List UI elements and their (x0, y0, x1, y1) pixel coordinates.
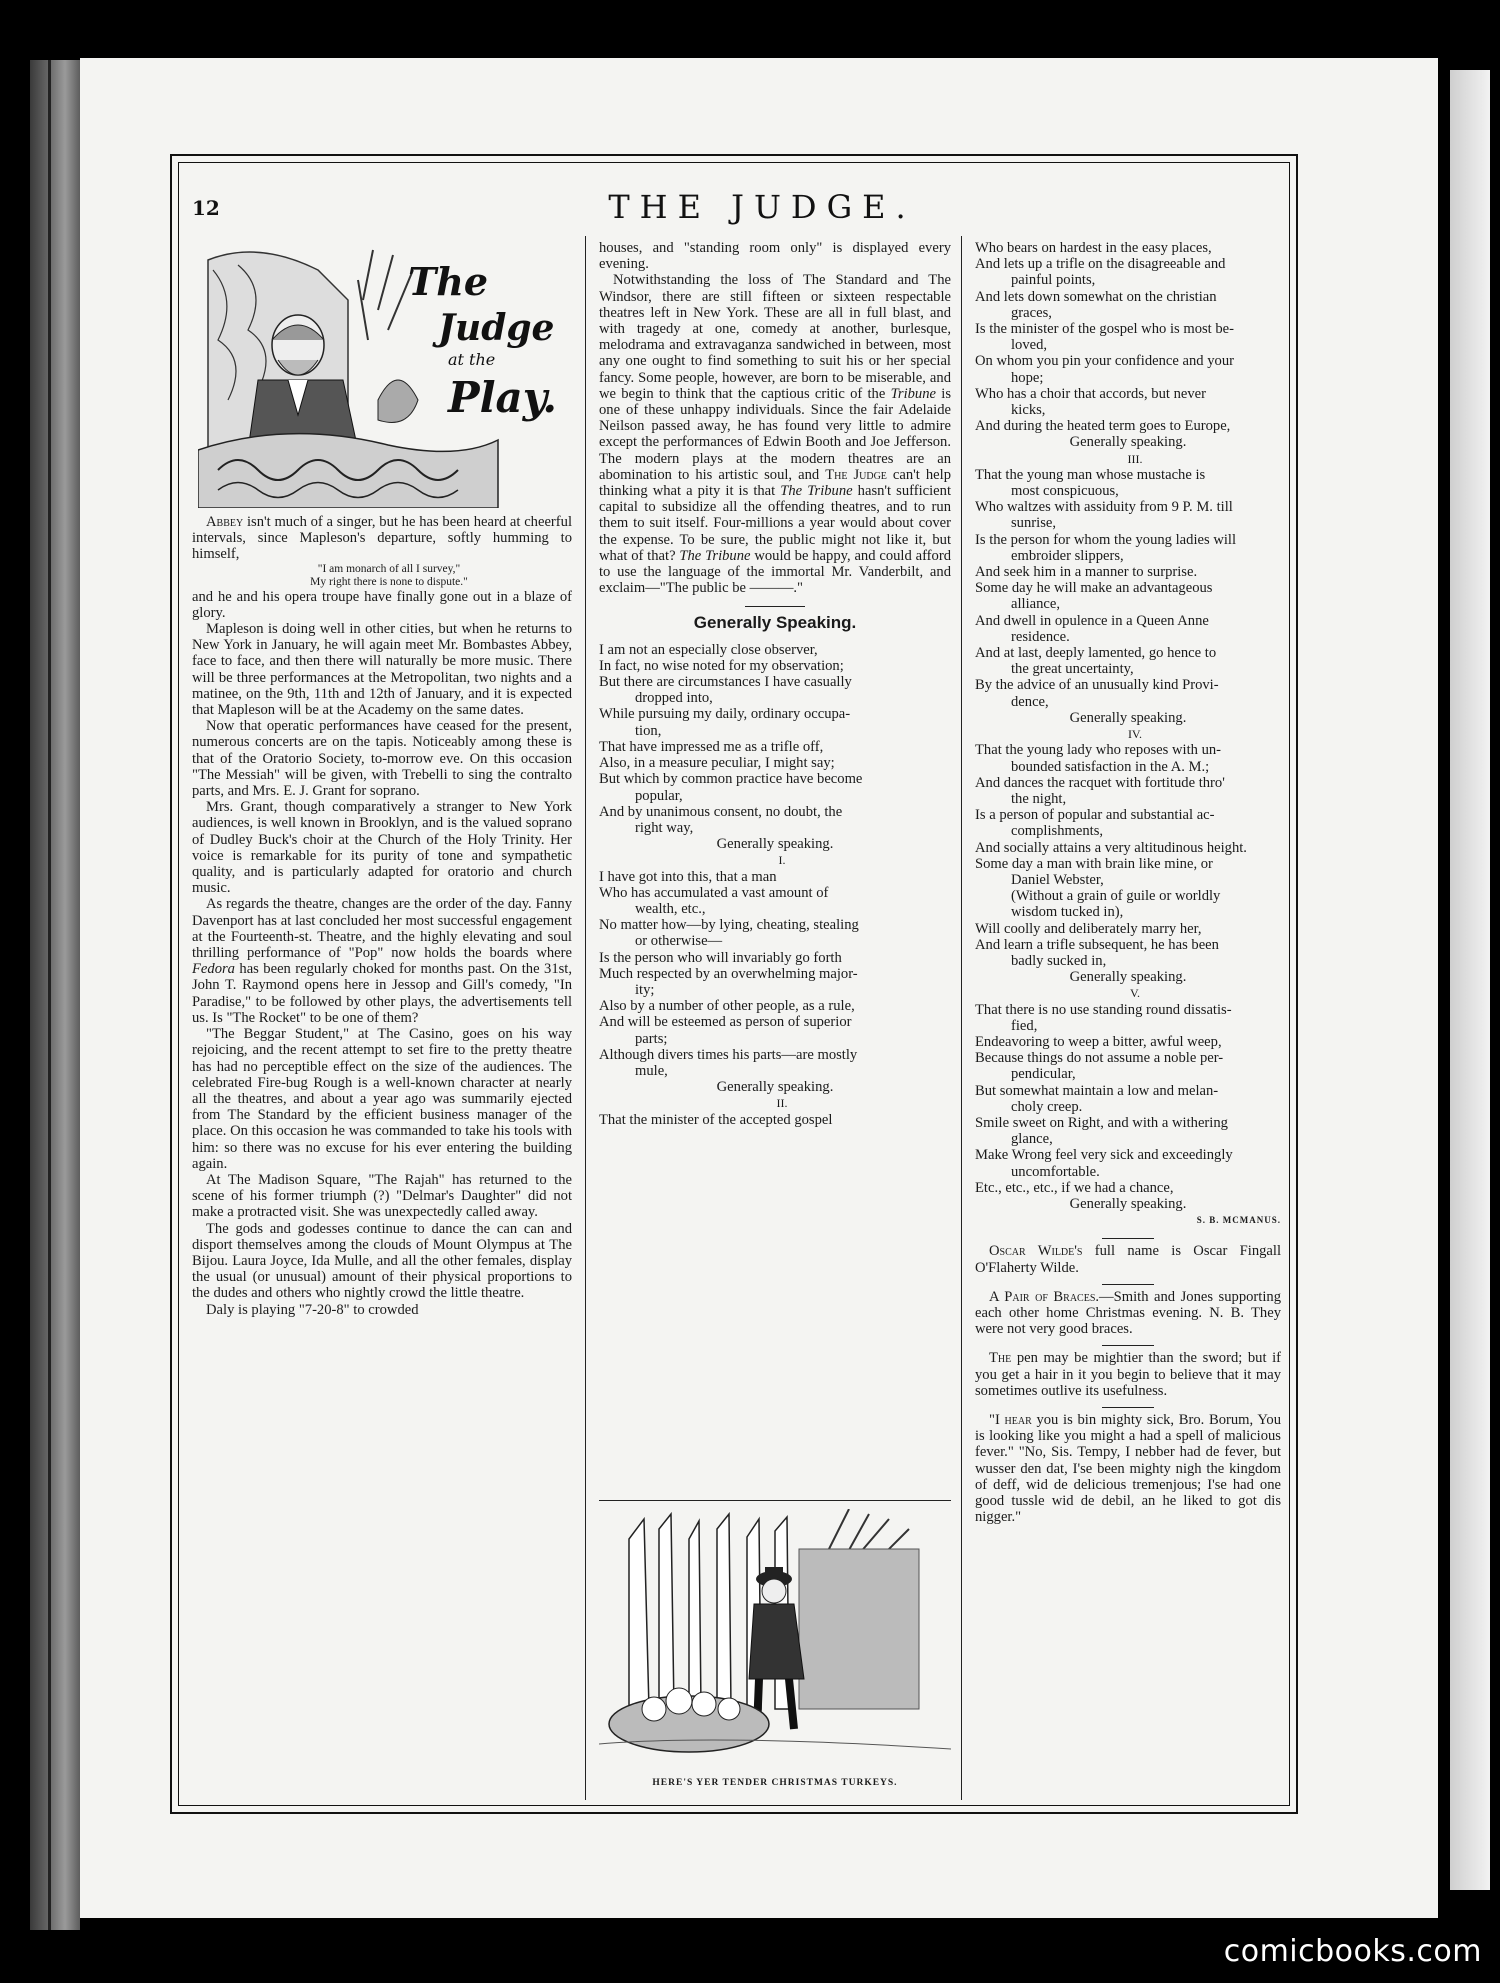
poem-title: Generally Speaking. (693, 613, 857, 633)
poem-line: Some day a man with brain like mine, or (975, 855, 1213, 872)
section-rule (1102, 1407, 1154, 1408)
lead-word: "I hear (989, 1412, 1032, 1429)
section-rule (1102, 1284, 1154, 1285)
poem-line: sunrise, (1011, 515, 1056, 532)
stanza-number: III. (1127, 451, 1143, 466)
poem-line: alliance, (1011, 596, 1061, 613)
page-number: 12 (192, 196, 220, 220)
poem-line: On whom you pin your confidence and your (975, 353, 1234, 370)
poem-refrain: Generally speaking. (1069, 709, 1187, 726)
italic-title: The Tribune (780, 483, 853, 500)
poem-line: And at last, deeply lamented, go hence to (975, 645, 1217, 662)
poem-line: mule, (635, 1062, 668, 1079)
poem-line: And will be esteemed as person of superior (599, 1014, 852, 1031)
text-run: would be happy, and could afford to use the language of the immortal Mr. Vanderbilt, and exclaim—"The public be ———." (599, 547, 951, 597)
quote-line: My right there is none to dispute." (310, 575, 468, 588)
paragraph (192, 896, 572, 1026)
column-2 (599, 240, 951, 1800)
poem-line: popular, (635, 787, 683, 804)
poem-line: kicks, (1011, 402, 1046, 419)
poem-line: Is the person who will invariably go forth (599, 949, 842, 966)
poem-line: Is a person of popular and substantial ac- (975, 807, 1215, 824)
poem-line: painful points, (1011, 272, 1096, 289)
poem-line: uncomfortable. (1011, 1163, 1100, 1180)
poem-line: By the advice of an unusually kind Provi- (975, 677, 1219, 694)
poem-line: Because things do not assume a noble per- (975, 1050, 1224, 1067)
italic-title: The Tribune (679, 547, 751, 564)
poem-line: Make Wrong feel very sick and exceedingly (975, 1147, 1233, 1164)
poem-line: hope; (1011, 369, 1044, 386)
poem-line: That the young man whose mustache is (975, 466, 1206, 483)
poem-line: embroider slippers, (1011, 547, 1124, 564)
illustration-word-the: The (408, 259, 489, 304)
page-frame (170, 154, 1298, 1814)
poem-line: And by unanimous consent, no doubt, the (599, 803, 843, 820)
text-run: pen may be mightier than the sword; but if you get a hair in it you begin to believe that it may sometimes outlive its usefulness. (975, 1350, 1281, 1399)
paragraph: Mapleson is doing well in other cities, but when he returns to New York in January, he will again meet Mr. Bombastes Abbey, face to face, and then there will naturally be more music. There will be three performances at the Metropolitan, two nights and a matinee, on the 9th, 11th and 12th of January, and it is expected that Mapleson will be at the Academy on the same dates. (192, 621, 572, 719)
poem-line: glance, (1011, 1131, 1053, 1148)
theatre-box-drawing (198, 240, 566, 508)
paragraph: and he and his opera troupe have finally gone out in a blaze of glory. (192, 588, 572, 621)
watermark: comicbooks.com (1223, 1934, 1482, 1969)
poem-line: But which by common practice have become (599, 771, 863, 788)
illustration-rule (599, 1500, 951, 1501)
text-run: —Smith and Jones supporting each other home Christmas evening. N. B. They were not very good braces. (975, 1288, 1281, 1338)
poem-stanza-1 (599, 869, 951, 1096)
poem-refrain: Generally speaking. (1069, 1195, 1187, 1212)
illustration-word-judge: Judge (438, 307, 555, 349)
poem-line: And dwell in opulence in a Queen Anne (975, 612, 1209, 629)
poem-stanza-intro (599, 642, 951, 853)
poem-line: Who bears on hardest in the easy places, (975, 240, 1212, 256)
poem-line: or otherwise— (635, 933, 723, 950)
poem-line: wealth, etc., (635, 900, 706, 917)
poem-line: And during the heated term goes to Europe, (975, 418, 1231, 435)
poem-refrain: Generally speaking. (1069, 969, 1187, 986)
poem-line: most conspicuous, (1011, 483, 1119, 500)
text-run: As regards the theatre, changes are the order of the day. Fanny Davenport has at last concluded her most successful engagement at the Fourteenth-st. Theatre, and the highly elevating and soul thrilling performance of "Pop" now holds the boards where (192, 896, 572, 962)
poem-line: the great uncertainty, (1011, 661, 1134, 678)
italic-title: Tribune (890, 385, 937, 402)
poem-line: That the minister of the accepted gospel (599, 1111, 833, 1128)
poem-line: complishments, (1011, 823, 1104, 840)
poem-line: But there are circumstances I have casually (599, 674, 852, 691)
stanza-number: I. (778, 853, 786, 868)
text-run: can't help thinking what a pity it is that (599, 466, 951, 500)
poem-line: bounded satisfaction in the A. M.; (1011, 758, 1210, 775)
paragraph: isn't much of a singer, but he has been heard at cheerful intervals, since Mapleson's departure, softly humming to himself, (192, 514, 572, 563)
paragraph (975, 1412, 1281, 1525)
poem-line: But somewhat maintain a low and melan- (975, 1082, 1219, 1099)
poem-line: Will coolly and deliberately marry her, (975, 920, 1202, 937)
paragraph: Mrs. Grant, though comparatively a stranger to New York audiences, is well known in Brooklyn, and is the valued soprano of Dudley Buck's choir at the Church of the Holy Trinity. Her voice is remarkable for its purity of tone and sympathetic quality, and is particularly adapted for oratorio and church music. (192, 799, 572, 897)
paragraph: The gods and godesses continue to dance the can can and disport themselves among the clouds of Mount Olympus at The Bijou. Laura Joyce, Ida Mulle, and all the other females, display the usual (or unusual) amount of their physical proportions to the dudes and others who nightly crowd the little theatre. (192, 1220, 572, 1302)
poem-line: Smile sweet on Right, and with a withering (975, 1114, 1228, 1131)
poem-line: dropped into, (635, 690, 713, 707)
poem-line: dence, (1011, 693, 1049, 710)
stanza-number: IV. (1127, 727, 1143, 742)
small-caps-title: The Judge (825, 466, 887, 483)
poem-line: And lets down somewhat on the christian (975, 288, 1217, 305)
text-run: Notwithstanding the loss of The Standard and The Windsor, there are still fifteen or sixteen respectable theatres left in New York. These are all in full blast, and with tragedy at one, comedy at another, burlesque, melodrama and extravaganza sandwiched in between, most any one ought to find something to suit his or her special fancy. Some people, however, are born to be miserable, and we begin to think that the captious critic of the (599, 272, 951, 402)
poem-refrain: Generally speaking. (1069, 434, 1187, 451)
judge-at-play-illustration (198, 240, 566, 508)
poem-line: fied, (1011, 1017, 1038, 1034)
poem-line: And lets up a trifle on the disagreeable and (975, 256, 1226, 273)
poem-line: Who has accumulated a vast amount of (599, 884, 829, 901)
poem-line: Who waltzes with assiduity from 9 P. M. till (975, 499, 1233, 516)
poem-line: That have impressed me as a trifle off, (599, 738, 824, 755)
poem-line: Is the minister of the gospel who is most be- (975, 321, 1235, 338)
paragraph (975, 1350, 1281, 1399)
poem-line: loved, (1011, 337, 1048, 354)
turkey-vendor-illustration (599, 1500, 951, 1800)
illustration-word-play: Play. (448, 373, 557, 422)
poem-stanza-3 (975, 467, 1281, 726)
poem-line: (Without a grain of guile or worldly (1011, 888, 1221, 905)
poem-refrain: Generally speaking. (716, 1079, 834, 1096)
lead-word: Oscar Wilde's (989, 1243, 1083, 1260)
masthead-title: THE JUDGE. (608, 188, 916, 226)
poem-line: That there is no use standing round dissatis- (975, 1001, 1232, 1018)
poem-line: pendicular, (1011, 1066, 1076, 1083)
page-header (192, 188, 1332, 228)
poem-line: In fact, no wise noted for my observation; (599, 657, 844, 674)
poem-line: And dances the racquet with fortitude thro' (975, 774, 1225, 791)
poem-line: No matter how—by lying, cheating, stealing (599, 917, 859, 934)
section-rule (745, 606, 805, 607)
adjacent-page-edge (1450, 70, 1490, 1890)
poem-line: the night, (1011, 790, 1067, 807)
lead-word: A Pair of Braces. (989, 1288, 1100, 1305)
poem-line: And socially attains a very altitudinous height. (975, 839, 1247, 856)
stanza-number: V. (1129, 986, 1141, 1001)
illustration-caption: HERE'S YER TENDER CHRISTMAS TURKEYS. (652, 1778, 898, 1789)
text-run: full name is Oscar Fingall O'Flaherty Wilde. (975, 1243, 1282, 1276)
poem-line: right way, (635, 819, 694, 836)
turkey-vendor-drawing (599, 1509, 951, 1771)
text-run: hasn't sufficient capital to subsidize all the offending theatres, and to run them to suit itself. Four-millions a year would about cover the expense. To be sure, the public might not like it, but what of that? (599, 483, 952, 564)
poem-line: choly creep. (1011, 1098, 1083, 1115)
poem-line: And seek him in a manner to surprise. (975, 564, 1198, 581)
poem-line: ity; (635, 981, 655, 998)
poem-stanza-5 (975, 1002, 1281, 1213)
poem-line: Also, in a measure peculiar, I might say; (599, 755, 835, 772)
quote-line: "I am monarch of all I survey," (317, 562, 461, 575)
poem-stanza-2 (975, 240, 1281, 451)
poem-line: Who has a choir that accords, but never (975, 385, 1206, 402)
paragraph: Daly is playing "7-20-8" to crowded (206, 1301, 419, 1318)
poem-line: Is the person for whom the young ladies will (975, 531, 1237, 548)
poem-stanza-4 (975, 742, 1281, 985)
text-run: has been regularly choked for months past. On the 31st, John T. Raymond opens here in Jessop and Gill's comedy, "In Paradise," to be followed by other plays, the advertisements tell us. Is "The Rocket" to be one of them? (192, 961, 572, 1026)
paragraph: houses, and "standing room only" is displayed every evening. (599, 240, 951, 273)
lead-word: The (989, 1350, 1012, 1367)
text-run: you is bin mighty sick, Bro. Borum, You is looking like you might a had a spell of malicious fever." "No, Sis. Tempy, I nebber had de fever, but wusser den dat, I'se been mighty nigh the kingdom of deff, wid de delicious tremenjous; I'se had one good tussle wid de debil, an he liked to got dis nigger." (975, 1412, 1282, 1526)
poem-line: residence. (1011, 628, 1070, 645)
poem-line: badly sucked in, (1011, 952, 1107, 969)
poem-line: Etc., etc., etc., if we had a chance, (975, 1179, 1174, 1196)
paragraph: At The Madison Square, "The Rajah" has returned to the scene of his former triumph (?) "Delmar's Daughter" did not make a protracted visit. She was unexpectedly called away. (192, 1171, 572, 1221)
column-3 (975, 240, 1281, 1525)
stanza-number: II. (776, 1096, 788, 1111)
poem-line: Much respected by an overwhelming major- (599, 965, 858, 982)
poem-line: And learn a trifle subsequent, he has been (975, 936, 1219, 953)
paragraph (975, 1243, 1281, 1275)
italic-title: Fedora (192, 961, 235, 978)
book-spine (30, 60, 80, 1930)
section-rule (1102, 1345, 1154, 1346)
poem-line: Also by a number of other people, as a rule, (599, 998, 855, 1015)
paragraph (599, 272, 951, 596)
paragraph (975, 1289, 1281, 1338)
poem-line: tion, (635, 722, 662, 739)
poem-line: That the young lady who reposes with un- (975, 742, 1222, 759)
column-1 (192, 240, 572, 1318)
paragraph: Now that operatic performances have ceased for the present, numerous concerts are on the tapis. Noticeably among these is that of the Oratorio Society, to-morrow eve. On this occasion "The Messiah" will be given, with Trebelli to sing the contralto parts, and Mrs. E. J. Grant for soprano. (192, 718, 572, 800)
poem-signature: S. B. MCMANUS. (1196, 1215, 1281, 1226)
column-rule-2 (961, 236, 962, 1800)
poem-line: I have got into this, that a man (599, 868, 777, 885)
poem-line: Some day he will make an advantageous (975, 580, 1213, 597)
poem-line: I am not an especially close observer, (599, 641, 818, 658)
poem-refrain: Generally speaking. (716, 836, 834, 853)
poem-line: wisdom tucked in), (1011, 904, 1124, 921)
illustration-word-at-the: at the (448, 350, 496, 369)
poem-line: While pursuing my daily, ordinary occupa- (599, 706, 851, 723)
section-rule (1102, 1238, 1154, 1239)
poem-line: Endeavoring to weep a bitter, awful weep, (975, 1033, 1222, 1050)
lead-word: Abbey (206, 514, 244, 530)
poem-line: parts; (635, 1030, 668, 1047)
poem-line: graces, (1011, 304, 1052, 321)
paragraph: "The Beggar Student," at The Casino, goes on his way rejoicing, and the recent attempt to set fire to the pretty theatre has had no perceptible effect on the size of the audiences. The celebrated Fire-bug Rough is a well-known character at nearly all the theatres, and about a year ago was summarily ejected from The Standard by the efficient business manager of the place. On this occasion he was commanded to take his tools with him: so there was no excuse for his ever entering the building again. (192, 1026, 572, 1172)
column-rule-1 (585, 236, 586, 1800)
text-run: is one of these unhappy individuals. Since the fair Adelaide Neilson passed away, he has found very little to admire except the performances of Edwin Booth and Joe Jefferson. The modern plays at the modern theatres are an abomination to his artistic soul, and (599, 385, 951, 483)
poem-line: Daniel Webster, (1011, 871, 1104, 888)
poem-line: Although divers times his parts—are mostly (599, 1046, 858, 1063)
